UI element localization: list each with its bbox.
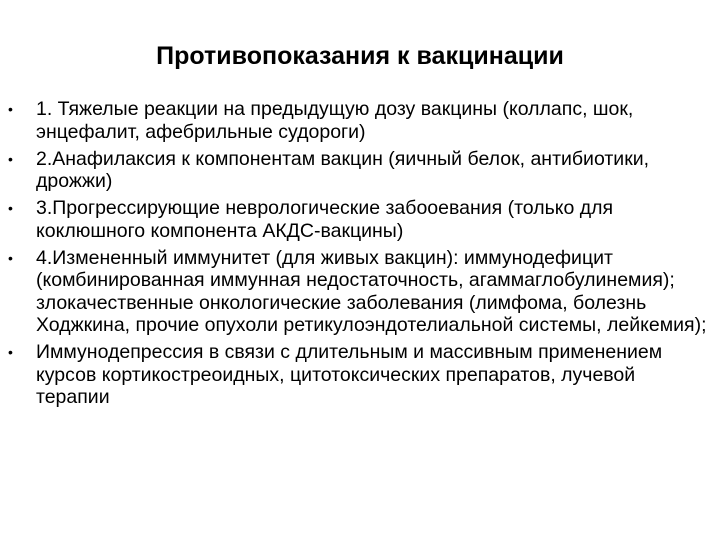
list-item — [8, 197, 714, 242]
slide-content — [8, 98, 714, 413]
list-item — [8, 247, 714, 337]
contraindications-list — [8, 98, 714, 409]
list-item — [8, 341, 714, 409]
bullet-icon: • — [8, 249, 13, 266]
list-item — [8, 98, 714, 143]
list-item-text: Иммунодепрессия в связи с длительным и массивным применением курсов кортикостреоидных, цитотоксических препаратов, лучевой терапии — [36, 341, 663, 408]
list-item — [8, 148, 714, 193]
list-item-text: 3.Прогрессирующие неврологические забооевания (только для коклюшного компонента АКДС-вакцины) — [36, 197, 614, 242]
bullet-icon: • — [8, 101, 13, 117]
slide-title: Противопоказания к вакцинации — [156, 42, 564, 70]
bullet-icon: • — [8, 200, 13, 216]
list-item-text: 1. Тяжелые реакции на предыдущую дозу вакцины (коллапс, шок, энцефалит, афебрильные судороги) — [36, 98, 634, 143]
list-item-text: 2.Анафилаксия к компонентам вакцин (яичный белок, антибиотики, дрожжи) — [36, 147, 650, 192]
list-item-text: 4.Измененный иммунитет (для живых вакцин): иммунодефицит (комбинированная иммунная недостаточность, агаммаглобулинемия); злокачественные онкологические заболевания (лимфома, болезнь Ходжкина, прочие опухоли ретикулоэндотелиальной системы, лейкемия); — [36, 246, 707, 336]
bullet-icon: • — [8, 344, 13, 360]
bullet-icon: • — [8, 150, 13, 167]
